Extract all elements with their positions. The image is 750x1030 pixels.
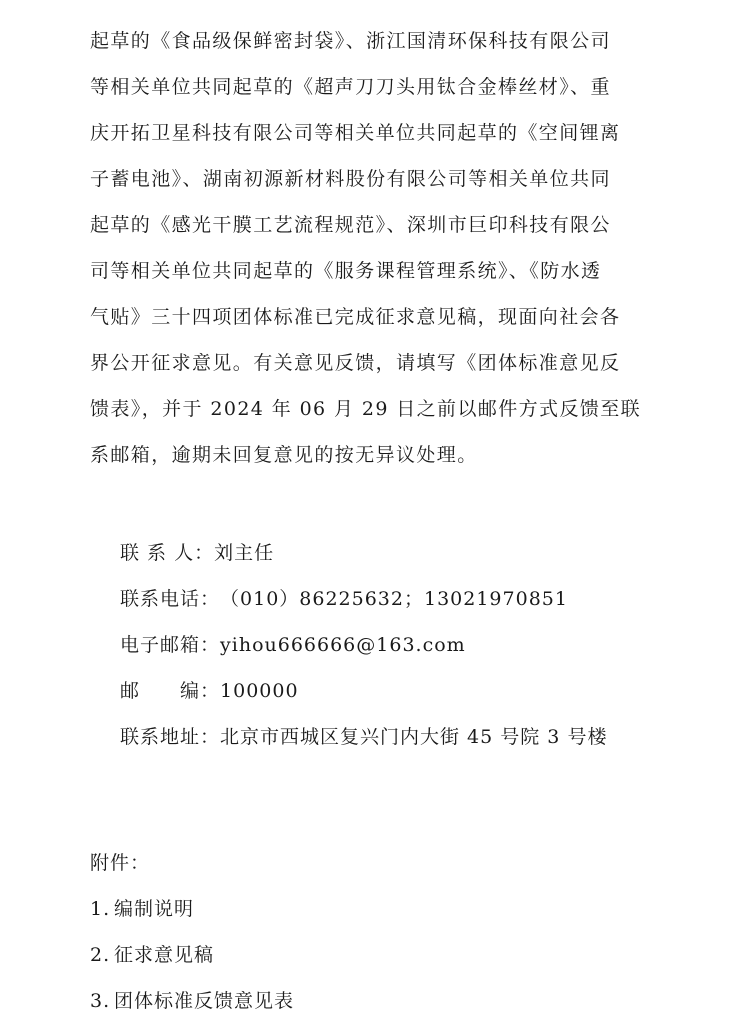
contact-postcode-label: 邮 编：	[120, 680, 221, 702]
paragraph-line: 系邮箱，逾期未回复意见的按无异议处理。	[90, 444, 478, 466]
contact-person-value: 刘主任	[214, 542, 275, 564]
contact-address-value: 北京市西城区复兴门内大街 45 号院 3 号楼	[220, 726, 608, 748]
contact-email-label: 电子邮箱：	[120, 634, 221, 656]
attachment-number: 3.	[90, 990, 111, 1012]
attachment-item	[90, 886, 690, 932]
contact-person-row	[120, 530, 720, 576]
attachments-section	[90, 840, 690, 1024]
contact-email-value: yihou666666@163.com	[220, 634, 466, 656]
attachment-label: 团体标准反馈意见表	[114, 990, 295, 1012]
paragraph-line: 界公开征求意见。有关意见反馈，请填写《团体标准意见反	[90, 352, 621, 374]
contact-phone-row	[120, 576, 720, 622]
contact-postcode-row	[120, 668, 720, 714]
attachments-heading: 附件：	[90, 852, 151, 874]
paragraph-line: 起草的《感光干膜工艺流程规范》、深圳市巨印科技有限公	[90, 214, 611, 236]
paragraph-line: 气贴》三十四项团体标准已完成征求意见稿，现面向社会各	[90, 306, 621, 328]
contact-phone-value: （010）86225632；13021970851	[220, 588, 568, 610]
attachment-label: 征求意见稿	[114, 944, 215, 966]
paragraph-line: 起草的《食品级保鲜密封袋》、浙江国清环保科技有限公司	[90, 30, 611, 52]
paragraph-line: 子蓄电池》、湖南初源新材料股份有限公司等相关单位共同	[90, 168, 611, 190]
paragraph-line: 司等相关单位共同起草的《服务课程管理系统》、《防水透	[90, 260, 602, 282]
contact-person-label: 联 系 人：	[120, 542, 215, 564]
contact-phone-label: 联系电话：	[120, 588, 221, 610]
attachment-label: 编制说明	[114, 898, 195, 920]
contact-address-row	[120, 714, 720, 760]
paragraph-line: 庆开拓卫星科技有限公司等相关单位共同起草的《空间锂离	[90, 122, 621, 144]
attachment-item	[90, 978, 690, 1024]
attachment-item	[90, 932, 690, 978]
attachment-number: 1.	[90, 898, 111, 920]
paragraph-line: 馈表》，并于 2024 年 06 月 29 日之前以邮件方式反馈至联	[90, 398, 642, 420]
contact-address-label: 联系地址：	[120, 726, 221, 748]
attachment-number: 2.	[90, 944, 111, 966]
contact-info	[120, 530, 720, 760]
contact-email-row	[120, 622, 720, 668]
paragraph-line: 等相关单位共同起草的《超声刀刀头用钛合金棒丝材》、重	[90, 76, 611, 98]
notice-paragraph	[90, 18, 690, 478]
contact-postcode-value: 100000	[220, 680, 299, 702]
